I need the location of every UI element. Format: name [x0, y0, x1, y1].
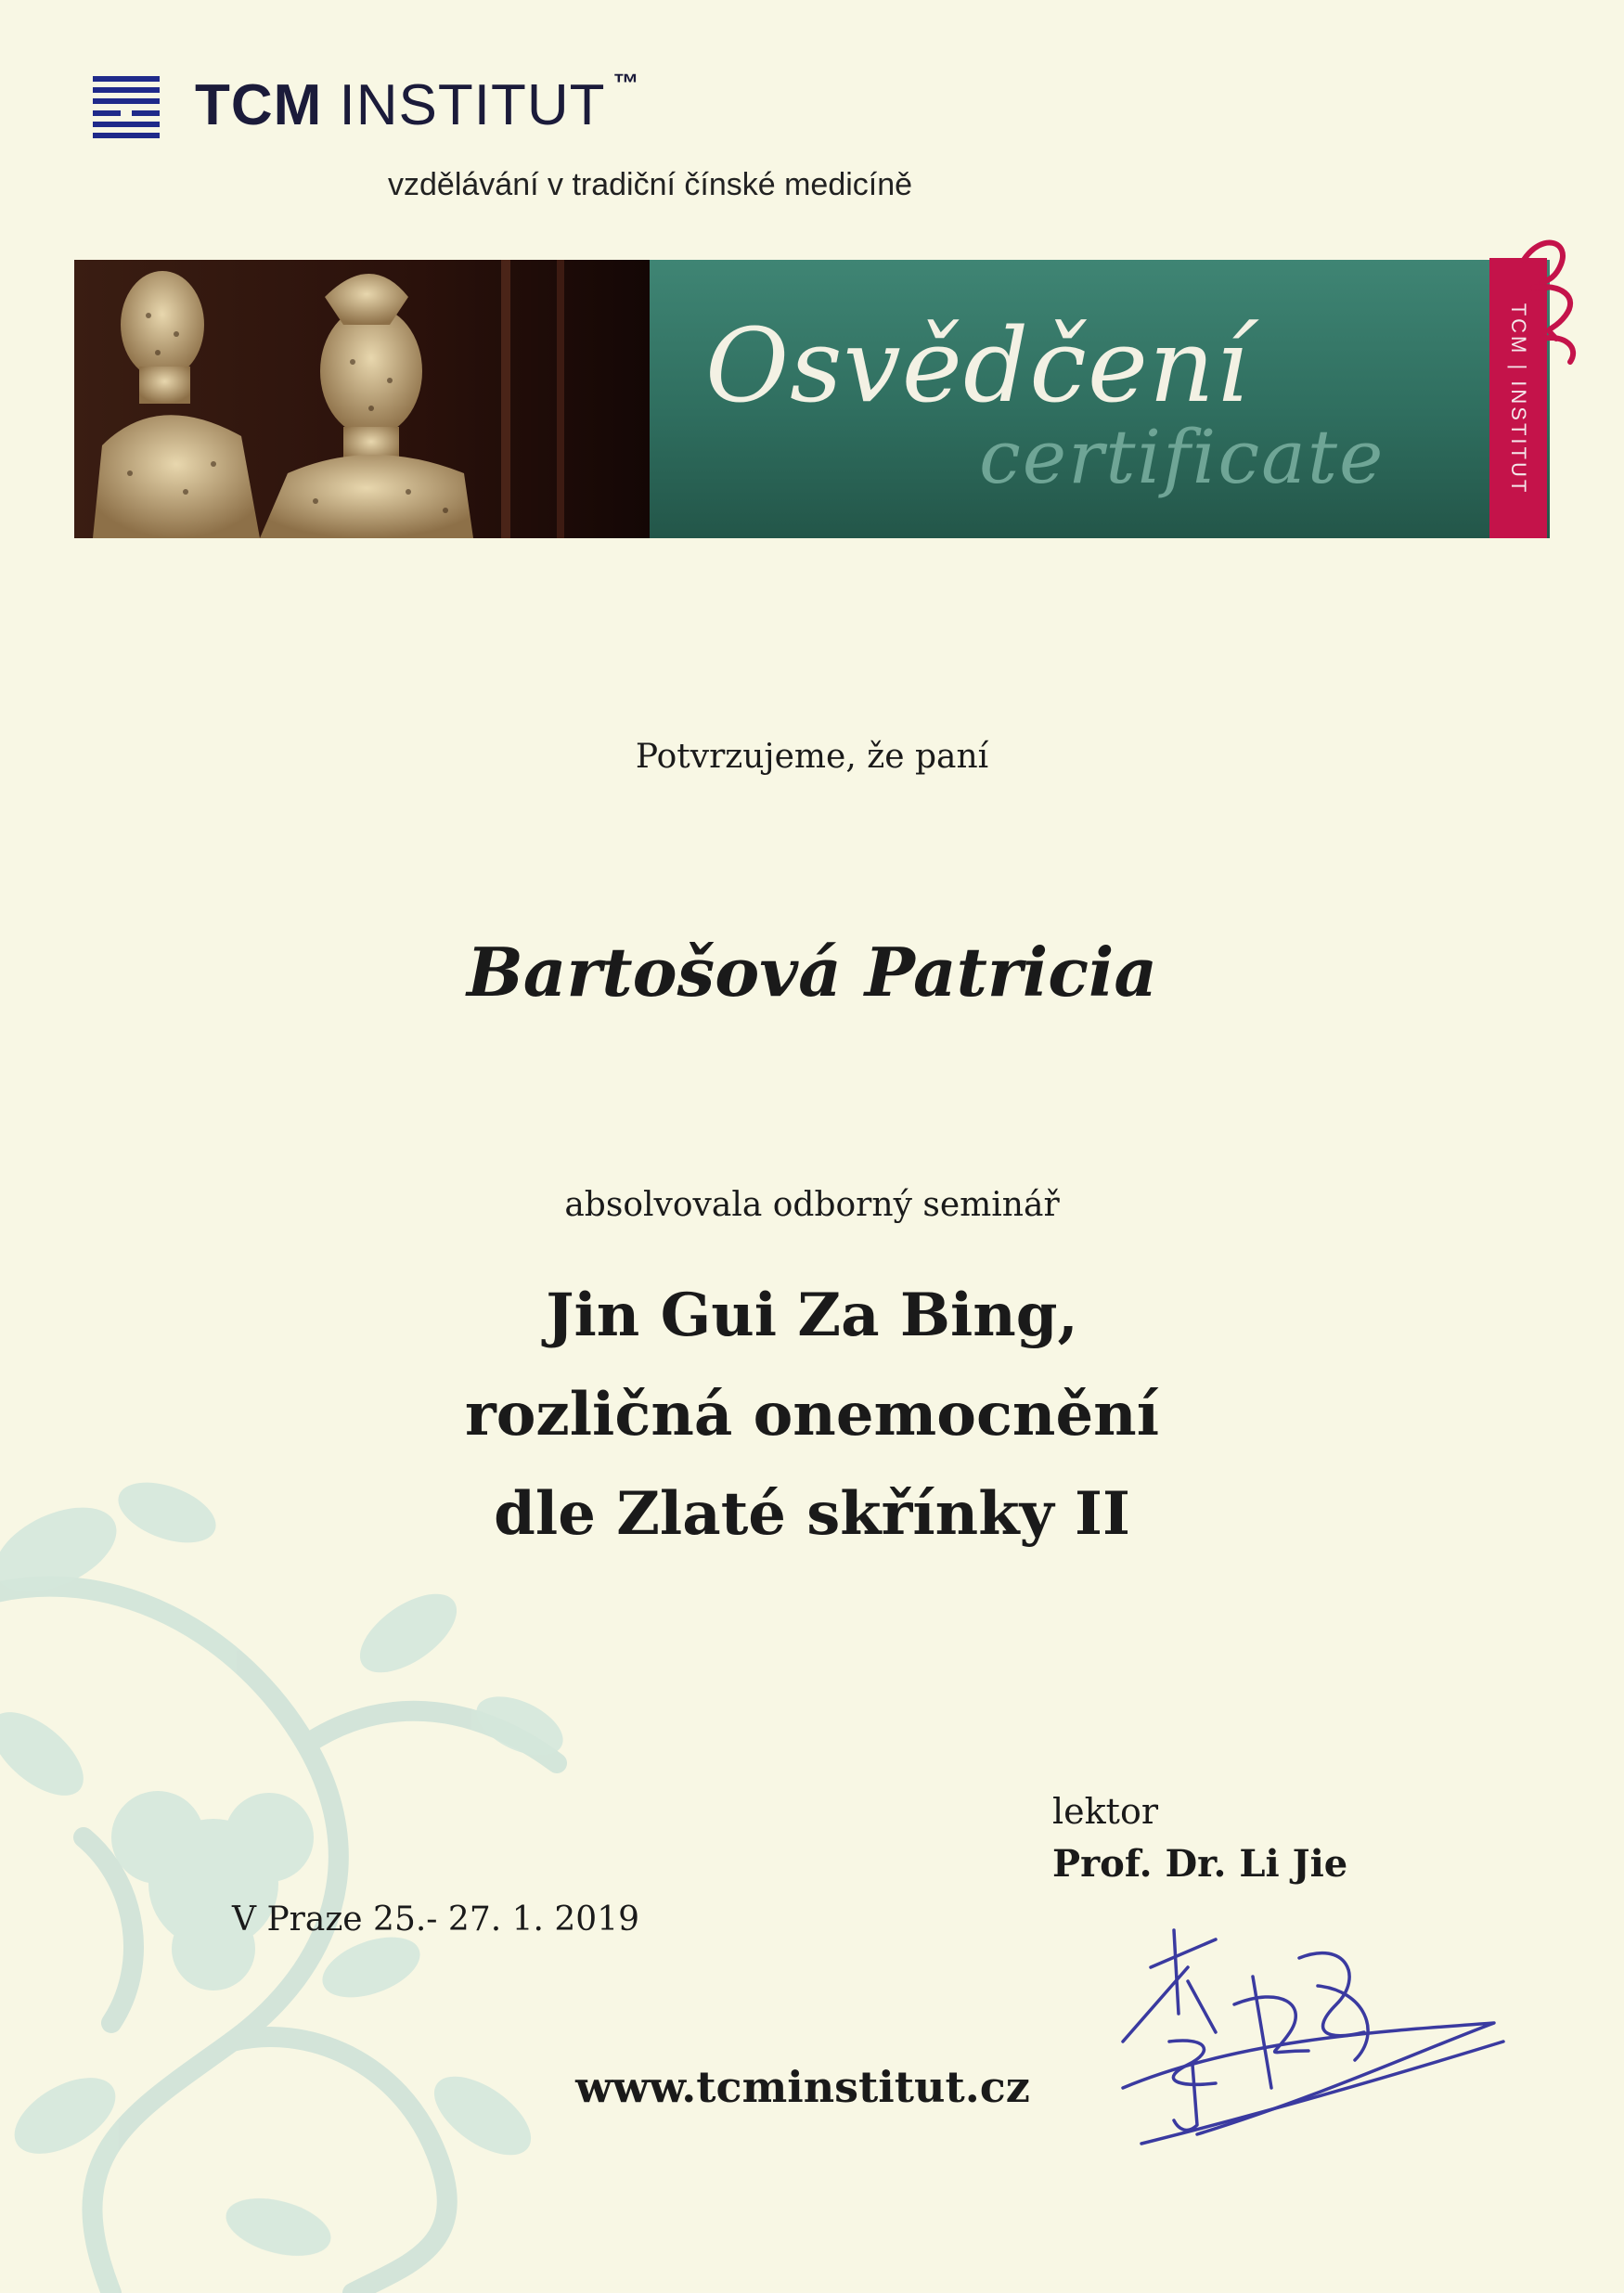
trademark-symbol: ™ [612, 69, 640, 97]
seminar-title-line-1: Jin Gui Za Bing, [546, 1281, 1078, 1350]
recipient-name: Bartošová Patricia [466, 933, 1158, 1011]
certificate-banner [74, 260, 1550, 538]
logo-bold-text: TCM [195, 73, 323, 137]
logo-regular-text: INSTITUT [339, 73, 606, 137]
tagline: vzdělávání v tradiční čínské medicíně [388, 167, 913, 202]
stacked-bars-icon [93, 76, 160, 139]
lector-label: lektor [1052, 1791, 1158, 1832]
seminar-title-line-2: rozličná onemocnění [464, 1380, 1160, 1449]
side-label-text: TCM | INSTITUT [1507, 303, 1530, 496]
completion-text: absolvovala odborný seminář [564, 1186, 1060, 1224]
floral-background-ornament [0, 1448, 742, 2293]
certificate-subtitle: certificate [979, 414, 1386, 500]
website-text[interactable]: www.tcminstitut.cz [575, 2062, 1030, 2112]
lector-name: Prof. Dr. Li Jie [1052, 1842, 1348, 1886]
place-and-date: V Praze 25.- 27. 1. 2019 [232, 1900, 640, 1939]
institute-logo [195, 69, 640, 138]
confirmation-text: Potvrzujeme, že paní [635, 738, 989, 776]
seminar-title-line-3: dle Zlaté skřínky II [494, 1479, 1130, 1549]
swirl-ornament-icon [1514, 232, 1589, 371]
handwritten-signature [1086, 1902, 1513, 2171]
acupuncture-figures-image [74, 260, 650, 538]
certificate-title: Osvědčení [705, 306, 1250, 425]
